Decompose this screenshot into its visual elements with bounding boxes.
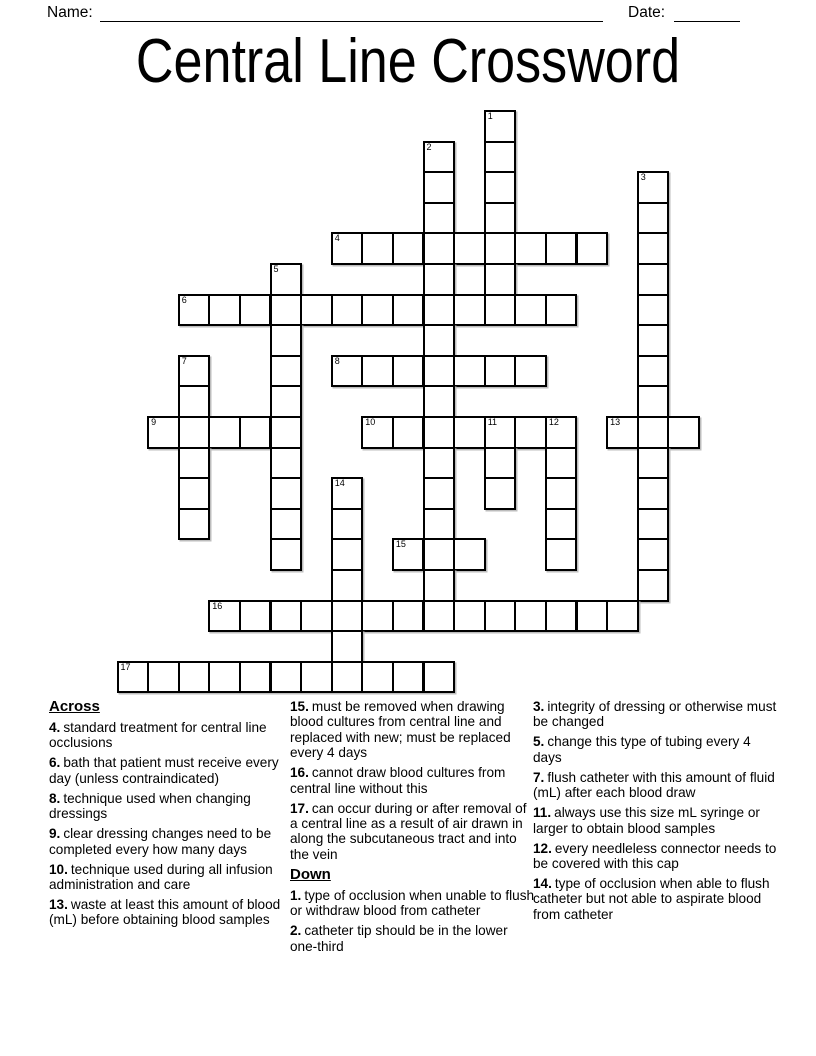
grid-cell (423, 538, 456, 571)
grid-cell (637, 447, 670, 480)
grid-cell (239, 600, 272, 633)
clue-down-2 (290, 923, 536, 954)
grid-cell (453, 600, 486, 633)
clue-column-2 (290, 699, 536, 959)
clue-number: 5. (533, 734, 545, 750)
grid-cell (637, 416, 670, 449)
grid-cell (423, 477, 456, 510)
grid-cell (270, 661, 303, 694)
grid-cell (270, 263, 303, 296)
grid-cell (545, 538, 578, 571)
grid-cell (637, 355, 670, 388)
clue-text: every needleless connector needs to be covered with this cap (533, 840, 777, 872)
grid-cell (453, 294, 486, 327)
grid-cell (300, 600, 333, 633)
grid-cell (270, 324, 303, 357)
clue-number: 11. (533, 805, 552, 821)
grid-cell (392, 661, 425, 694)
grid-cell (423, 508, 456, 541)
grid-cell (270, 416, 303, 449)
grid-cell (117, 661, 150, 694)
clue-across-10 (49, 862, 281, 893)
grid-cell (637, 508, 670, 541)
grid-cell (270, 600, 303, 633)
clue-down-11 (533, 805, 781, 836)
clue-across-8 (49, 791, 281, 822)
grid-cell (331, 232, 364, 265)
clue-number: 9. (49, 826, 61, 842)
grid-cell (300, 294, 333, 327)
grid-cell (239, 294, 272, 327)
cell-number: 16 (212, 600, 223, 611)
grid-cell (331, 600, 364, 633)
grid-cell (178, 661, 211, 694)
cell-number: 17 (120, 661, 131, 672)
grid-cell (178, 294, 211, 327)
grid-cell (270, 477, 303, 510)
clue-number: 3. (533, 699, 545, 714)
grid-cell (484, 263, 517, 296)
grid-cell (208, 294, 241, 327)
grid-cell (423, 202, 456, 235)
clue-number: 16. (290, 765, 309, 781)
grid-cell (423, 385, 456, 418)
grid-cell (667, 416, 700, 449)
clue-number: 15. (290, 699, 309, 714)
clue-text: bath that patient must receive every day (unless contraindicated) (49, 755, 279, 786)
clue-number: 13. (49, 897, 68, 913)
grid-cell (484, 232, 517, 265)
grid-cell (361, 600, 394, 633)
grid-cell (484, 171, 517, 204)
grid-cell (423, 416, 456, 449)
grid-cell (637, 263, 670, 296)
clue-text: technique used when changing dressings (49, 790, 251, 822)
grid-cell (484, 355, 517, 388)
grid-cell (392, 538, 425, 571)
grid-cell (392, 232, 425, 265)
grid-cell (392, 416, 425, 449)
clue-text: catheter tip should be in the lower one-third (290, 923, 508, 954)
clue-text: change this type of tubing every 4 days (533, 734, 751, 765)
clue-across-13 (49, 897, 281, 928)
grid-cell (606, 416, 639, 449)
clue-number: 14. (533, 876, 552, 892)
grid-cell (484, 202, 517, 235)
cell-number: 8 (334, 355, 340, 366)
grid-cell (331, 569, 364, 602)
grid-cell (423, 355, 456, 388)
grid-cell (331, 538, 364, 571)
clue-text: waste at least this amount of blood (mL) before obtaining blood samples (49, 897, 281, 928)
grid-cell (545, 508, 578, 541)
grid-cell (453, 416, 486, 449)
clue-number: 1. (290, 887, 302, 903)
cell-number: 1 (487, 111, 493, 121)
clue-number: 6. (49, 755, 61, 771)
grid-cell (423, 263, 456, 296)
grid-cell (423, 661, 456, 694)
grid-cell (361, 232, 394, 265)
grid-cell (545, 600, 578, 633)
date-label: Date: (628, 4, 666, 21)
grid-cell (392, 294, 425, 327)
clue-number: 10. (49, 861, 68, 877)
grid-cell (423, 569, 456, 602)
cell-number: 11 (487, 417, 498, 427)
clue-text: type of occlusion when unable to flush or withdraw blood from catheter (290, 887, 535, 919)
grid-cell (361, 416, 394, 449)
clue-down-12 (533, 841, 781, 872)
clue-number: 7. (533, 769, 545, 785)
grid-cell (331, 661, 364, 694)
grid-cell (637, 171, 670, 204)
cell-number: 9 (151, 417, 157, 427)
grid-cell (178, 508, 211, 541)
grid-cell (637, 202, 670, 235)
grid-cell (545, 477, 578, 510)
clue-down-1 (290, 888, 536, 919)
grid-cell (361, 294, 394, 327)
grid-cell (178, 447, 211, 480)
cell-number: 14 (334, 478, 345, 489)
grid-cell (637, 385, 670, 418)
grid-cell (239, 661, 272, 694)
grid-cell (423, 447, 456, 480)
name-label: Name: (47, 4, 93, 21)
grid-cell (637, 232, 670, 265)
clue-across-6 (49, 755, 281, 786)
clue-across-17 (290, 801, 536, 863)
grid-cell (239, 416, 272, 449)
clue-number: 12. (533, 840, 552, 856)
clue-across-9 (49, 826, 281, 857)
clue-number: 2. (290, 923, 302, 939)
clue-number: 8. (49, 790, 61, 806)
grid-cell (270, 355, 303, 388)
grid-cell (637, 538, 670, 571)
clue-text: flush catheter with this amount of fluid (mL) after each blood draw (533, 769, 775, 801)
cell-number: 4 (334, 233, 340, 244)
grid-cell (484, 141, 517, 174)
grid-cell (576, 232, 609, 265)
grid-cell (270, 508, 303, 541)
grid-cell (178, 477, 211, 510)
grid-cell (484, 110, 517, 143)
clue-text: always use this size mL syringe or larger to obtain blood samples (533, 805, 760, 836)
cell-number: 10 (365, 417, 376, 427)
grid-cell (331, 508, 364, 541)
grid-cell (208, 600, 241, 633)
grid-cell (423, 324, 456, 357)
clue-down-14 (533, 876, 781, 922)
grid-cell (484, 294, 517, 327)
grid-cell (545, 416, 578, 449)
grid-cell (514, 600, 547, 633)
grid-cell (545, 232, 578, 265)
grid-cell (484, 447, 517, 480)
clue-across-15 (290, 699, 536, 761)
grid-cell (392, 600, 425, 633)
grid-cell (484, 477, 517, 510)
grid-cell (637, 294, 670, 327)
grid-cell (147, 416, 180, 449)
clue-text: integrity of dressing or otherwise must be changed (533, 699, 777, 730)
grid-cell (606, 600, 639, 633)
grid-cell (331, 477, 364, 510)
grid-cell (147, 661, 180, 694)
grid-cell (392, 355, 425, 388)
clue-text: can occur during or after removal of a central line as a result of air drawn in along the subcutaneous tract and into the vein (290, 800, 527, 862)
grid-cell (178, 385, 211, 418)
cell-number: 13 (610, 417, 621, 427)
grid-cell (514, 355, 547, 388)
cell-number: 2 (426, 141, 432, 152)
cell-number: 3 (640, 172, 646, 183)
name-blank-line (100, 21, 603, 22)
grid-cell (514, 416, 547, 449)
grid-cell (331, 355, 364, 388)
grid-cell (637, 569, 670, 602)
grid-cell (576, 600, 609, 633)
grid-cell (208, 416, 241, 449)
grid-cell (270, 385, 303, 418)
grid-cell (637, 477, 670, 510)
grid-cell (453, 355, 486, 388)
clue-number: 17. (290, 800, 309, 816)
grid-cell (453, 538, 486, 571)
grid-cell (545, 447, 578, 480)
clue-across-16 (290, 765, 536, 796)
cell-number: 7 (181, 355, 187, 366)
clue-text: clear dressing changes need to be completed every how many days (49, 826, 272, 857)
grid-cell (331, 630, 364, 663)
clue-down-3 (533, 699, 781, 730)
clue-column-3 (533, 699, 781, 927)
cell-number: 6 (181, 294, 187, 305)
grid-cell (453, 232, 486, 265)
clue-across-4 (49, 720, 281, 751)
clue-down-5 (533, 734, 781, 765)
clue-down-7 (533, 770, 781, 801)
grid-cell (423, 171, 456, 204)
grid-cell (270, 294, 303, 327)
date-blank-line (674, 21, 740, 22)
cell-number: 5 (273, 264, 279, 274)
clue-column-1 (49, 699, 281, 932)
clue-text: standard treatment for central line occlusions (49, 720, 267, 751)
clue-text: type of occlusion when able to flush catheter but not able to aspirate blood from catheter (533, 876, 770, 922)
clue-text: must be removed when drawing blood cultures from central line and replaced with new; must be replaced every 4 days (290, 699, 511, 761)
grid-cell (423, 294, 456, 327)
grid-cell (484, 416, 517, 449)
grid-cell (270, 538, 303, 571)
grid-cell (423, 600, 456, 633)
cell-number: 12 (548, 417, 559, 427)
grid-cell (637, 324, 670, 357)
page-title: Central Line Crossword (135, 27, 681, 96)
grid-cell (423, 141, 456, 174)
grid-cell (178, 416, 211, 449)
clue-text: cannot draw blood cultures from central line without this (290, 765, 506, 796)
grid-cell (423, 232, 456, 265)
clue-section-header: Down (290, 865, 331, 883)
grid-cell (514, 232, 547, 265)
grid-cell (361, 661, 394, 694)
clue-text: technique used during all infusion administration and care (49, 861, 273, 893)
grid-cell (484, 600, 517, 633)
grid-cell (514, 294, 547, 327)
cell-number: 15 (395, 539, 406, 550)
grid-cell (361, 355, 394, 388)
grid-cell (270, 447, 303, 480)
grid-cell (208, 661, 241, 694)
grid-cell (178, 355, 211, 388)
grid-cell (300, 661, 333, 694)
grid-cell (331, 294, 364, 327)
grid-cell (545, 294, 578, 327)
clue-number: 4. (49, 720, 61, 735)
clue-section-header: Across (49, 698, 100, 715)
